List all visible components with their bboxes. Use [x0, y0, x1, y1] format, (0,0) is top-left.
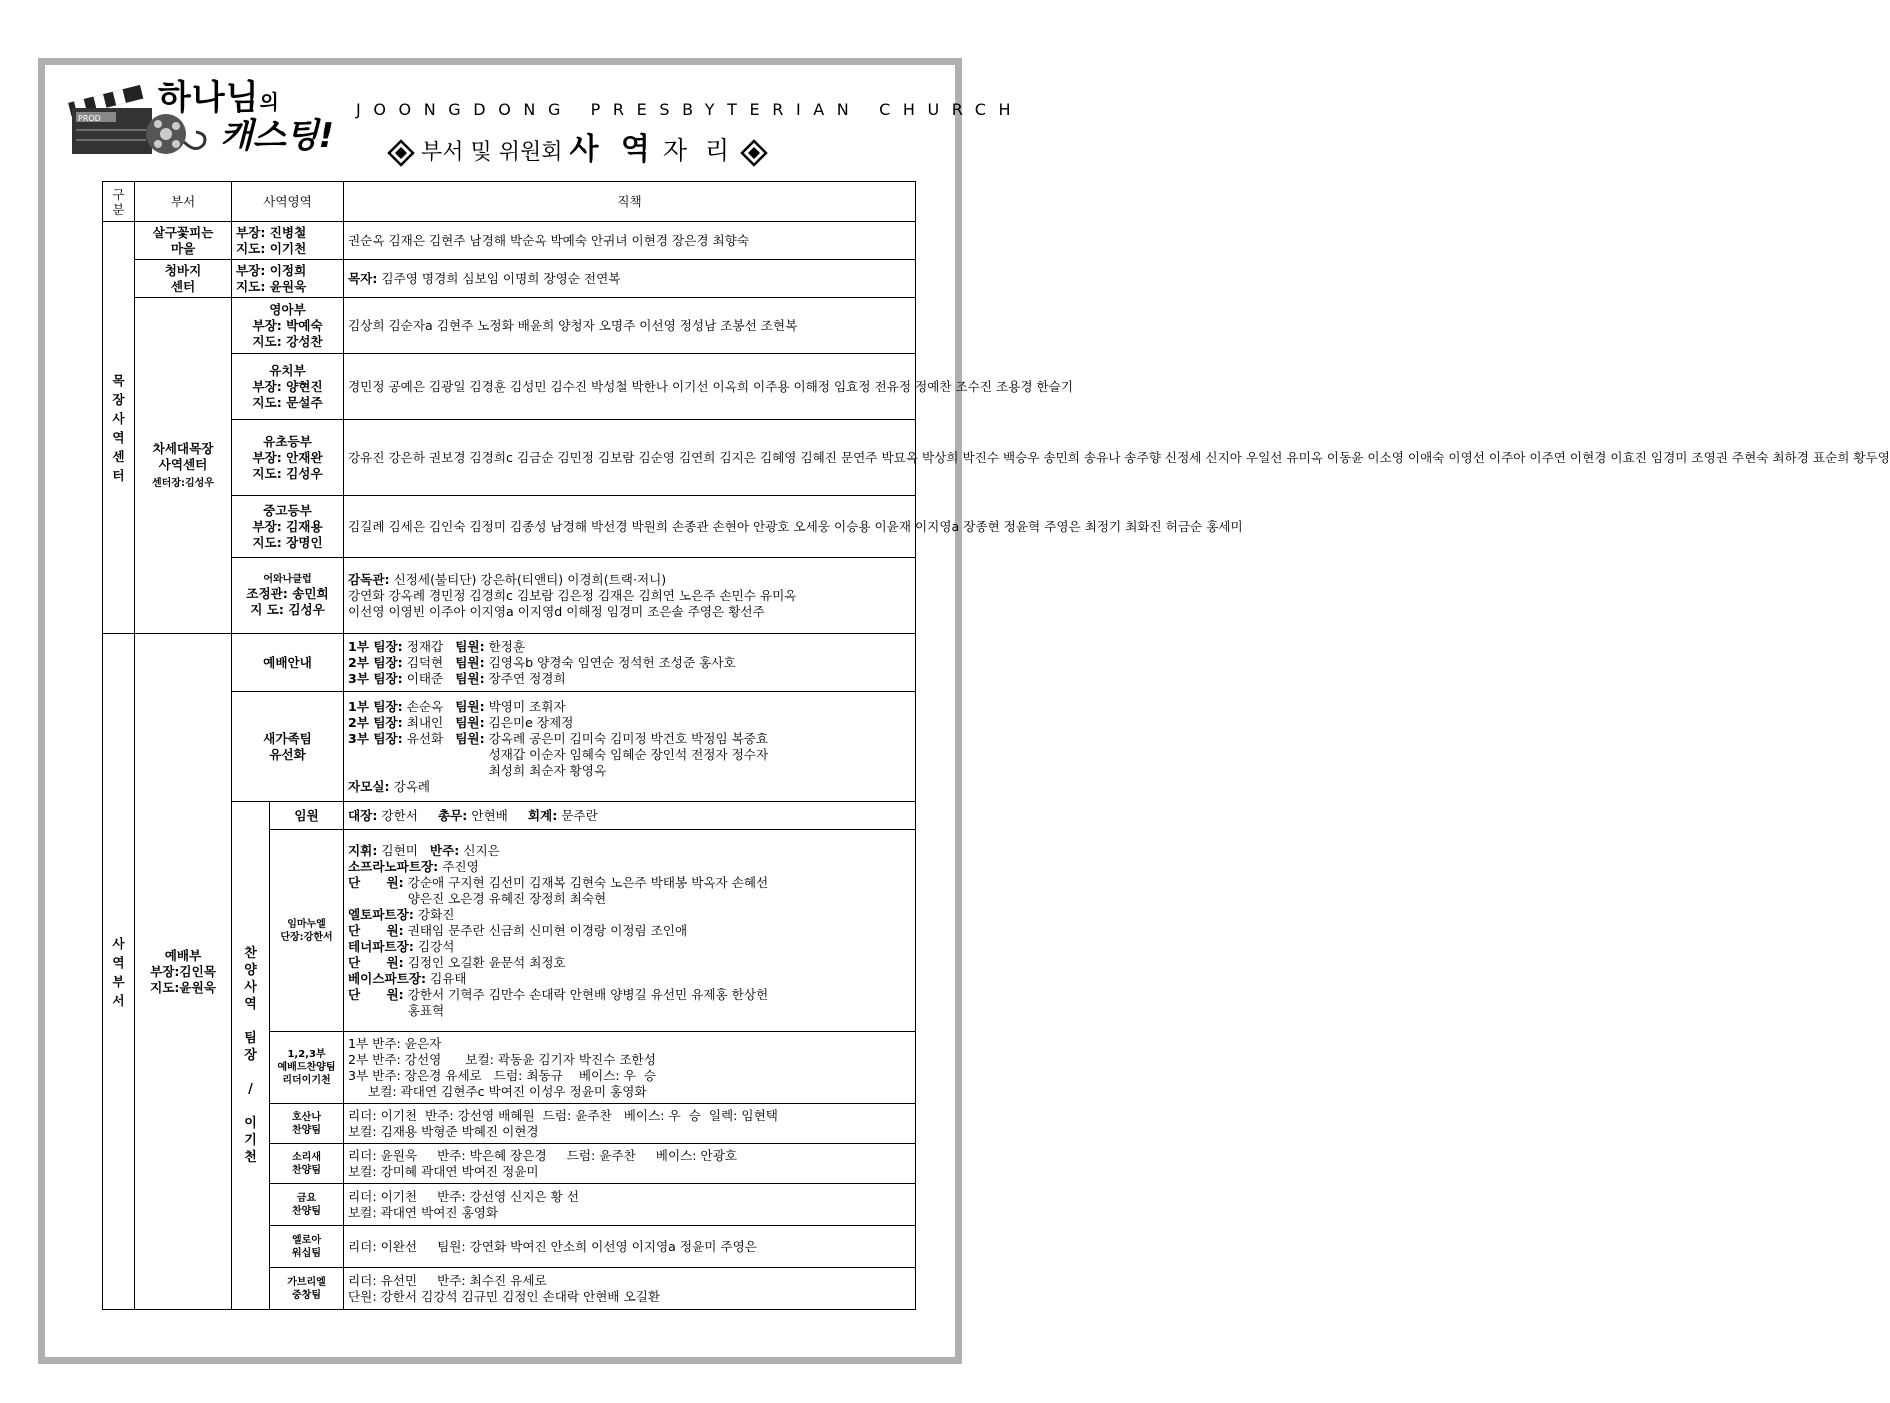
area-cell: 중고등부 부장: 김재용 지도: 장명인	[232, 496, 344, 558]
dept-leaders: 부장: 진병철 지도: 이기천	[232, 222, 344, 260]
area-cell: 엘로아 워십팀	[270, 1226, 344, 1268]
area-cell: 어와나클럽 조정관: 송민희 지 도: 김성우	[232, 558, 344, 634]
duty-cell: 경민정 공예은 김광일 김경훈 김성민 김수진 박성철 박한나 이기선 이옥희 이주용 이해정 임효정 전유정 정예찬 조수진 조용경 한슬기	[344, 354, 916, 420]
area-cell: 예배안내	[232, 634, 344, 692]
header-area: 사역영역	[232, 182, 344, 222]
church-name: JOONGDONG PRESBYTERIAN CHURCH	[356, 100, 1024, 119]
brand-title-line2: 캐스팅!	[220, 116, 335, 156]
area-cell: 소리새 찬양팀	[270, 1144, 344, 1184]
duty-cell: 권순옥 김재은 김현주 남경해 박순옥 박예숙 안귀녀 이현경 장은경 최향숙	[344, 222, 916, 260]
area-cell: 임원	[270, 802, 344, 830]
table-row	[103, 634, 916, 692]
duty-cell: 1부 팀장: 손순옥 팀원: 박영미 조휘자 2부 팀장: 최내인 팀원: 김은미e 장제정 3부 팀장: 유선화 팀원: 강옥례 공은미 김미숙 김미정 박건호 박정임 복중효 성재갑 이순자 임혜숙 임혜순 장인석 전정자 정수자 최성희 최순자 황영옥 자모실: 강옥례	[344, 692, 916, 802]
duty-cell: 김길례 김세은 김인숙 김정미 김종성 남경해 박선경 박원희 손종관 손현아 안광호 오세웅 이승용 이윤재 이지영a 장종현 정윤혁 주영은 최정기 최화진 허금순 홍세미	[344, 496, 916, 558]
dept-name: 예배부 부장:김인목 지도:윤원욱	[135, 634, 232, 1310]
area-cell: 호산나 찬양팀	[270, 1104, 344, 1144]
area-cell: 금요 찬양팀	[270, 1184, 344, 1226]
section-label-mokjang: 목 장 사 역 센 터	[103, 222, 135, 634]
center-head: 센터장:김성우	[152, 478, 214, 489]
duty-cell: 리더: 이완선 팀원: 강연화 박여진 안소희 이선영 이지영a 정윤미 주영은	[344, 1226, 916, 1268]
diamond-icon	[388, 140, 414, 166]
diamond-icon	[741, 140, 767, 166]
area-cell: 새가족팀 유선화	[232, 692, 344, 802]
logo-text: PROD	[78, 114, 101, 123]
duty-cell: 강유진 강은하 권보경 김경희c 김금순 김민정 김보람 김순영 김연희 김지은 김혜영 김혜진 문연주 박묘옥 박상희 박진수 백승우 송민희 송유나 송주향 신정세 신지아 우일선 유미옥 이동윤 이소영 이애숙 이영선 이주아 이주연 이현경 이효진 임경미 조영권 주현숙 최하경 표순희 황두영	[344, 420, 916, 496]
table-row	[103, 298, 916, 354]
choir-ministry-label: 찬 양 사 역 팀 장 / 이 기 천	[232, 802, 270, 1310]
area-cell: 유치부 부장: 양현진 지도: 문설주	[232, 354, 344, 420]
area-cell: 1,2,3부 예배드찬양팀 리더이기천	[270, 1032, 344, 1104]
dept-name: 차세대목장 사역센터 센터장:김성우	[135, 298, 232, 634]
duty-cell: 1부 팀장: 정재갑 팀원: 한정훈 2부 팀장: 김덕현 팀원: 김영옥b 양경숙 임연순 정석헌 조성준 홍사호 3부 팀장: 이태준 팀원: 장주연 정경희	[344, 634, 916, 692]
ministry-table	[102, 181, 1890, 1310]
duty-cell: 김상희 김순자a 김현주 노정화 배윤희 양청자 오명주 이선영 정성남 조봉선 조현복	[344, 298, 916, 354]
table-header-row	[103, 182, 916, 222]
duty-cell: 리더: 이기천 반주: 강선영 신지은 황 선 보컬: 곽대연 박여진 홍영화	[344, 1184, 916, 1226]
area-cell: 가브리엘 중창팀	[270, 1268, 344, 1310]
duty-cell: 리더: 이기천 반주: 강선영 배혜원 드럼: 윤주찬 베이스: 우 승 일렉: 임현택 보컬: 김재용 박형준 박혜진 이현경	[344, 1104, 916, 1144]
duty-cell: 목자: 김주영 명경희 심보임 이명희 장영순 전연복	[344, 260, 916, 298]
header-duty: 직책	[344, 182, 916, 222]
header-gubun: 구 분	[103, 182, 135, 222]
dept-leaders: 부장: 이정희 지도: 윤원욱	[232, 260, 344, 298]
duty-cell: 리더: 유선민 반주: 최수진 유세로 단원: 강한서 김강석 김규민 김정인 손대락 안현배 오길환	[344, 1268, 916, 1310]
page-subtitle: 부서 및 위원회 사 역 자 리	[388, 124, 767, 168]
duty-cell: 지휘: 김현미 반주: 신지은 소프라노파트장: 주진영 단 원: 강순애 구지현 김선미 김재복 김현숙 노은주 박태봉 박옥자 손혜선 양은진 오은경 유혜진 장정희 최숙현 엘토파트장: 강화진 단 원: 권태임 문주란 신금희 신미현 이경랑 이정림 조인애 테너파트장: 김강석 단 원: 김정인 오길환 윤문석 최정호 베이스파트장: 김유태 단 원: 강한서 기혁주 김만수 손대락 안현배 양병길 유선민 유제홍 한상헌 홍표혁	[344, 830, 916, 1032]
dept-name: 청바지 센터	[135, 260, 232, 298]
area-cell: 임마누엘 단장:강한서	[270, 830, 344, 1032]
brand-title-line1: 하나님의	[158, 78, 280, 118]
duty-cell: 대장: 강한서 총무: 안현배 회계: 문주란	[344, 802, 916, 830]
duty-cell: 감독관: 신정세(불티단) 강은하(티앤티) 이경희(트랙·저니) 강연화 강옥례 경민정 김경희c 김보람 김은정 김재은 김희연 노은주 손민수 유미옥 이선영 이영빈 이주아 이지영a 이지영d 이해정 임경미 조은솔 주영은 황선주	[344, 558, 916, 634]
dept-name: 살구꽃피는 마을	[135, 222, 232, 260]
table-row	[103, 222, 916, 260]
area-cell: 영아부 부장: 박예숙 지도: 강성찬	[232, 298, 344, 354]
duty-cell: 리더: 윤원욱 반주: 박은혜 장은경 드럼: 윤주찬 베이스: 안광호 보컬: 강미혜 곽대연 박여진 정윤미	[344, 1144, 916, 1184]
header-dept: 부서	[135, 182, 232, 222]
area-cell: 유초등부 부장: 안재완 지도: 김성우	[232, 420, 344, 496]
table-row	[103, 260, 916, 298]
duty-cell: 1부 반주: 윤은자 2부 반주: 강선영 보컬: 곽동윤 김기자 박진수 조한성 3부 반주: 장은경 유세로 드럼: 최동규 베이스: 우 승 보컬: 곽대연 김현주c 박여진 이성우 정윤미 홍영화	[344, 1032, 916, 1104]
section-label-saeyok: 사 역 부 서	[103, 634, 135, 1310]
